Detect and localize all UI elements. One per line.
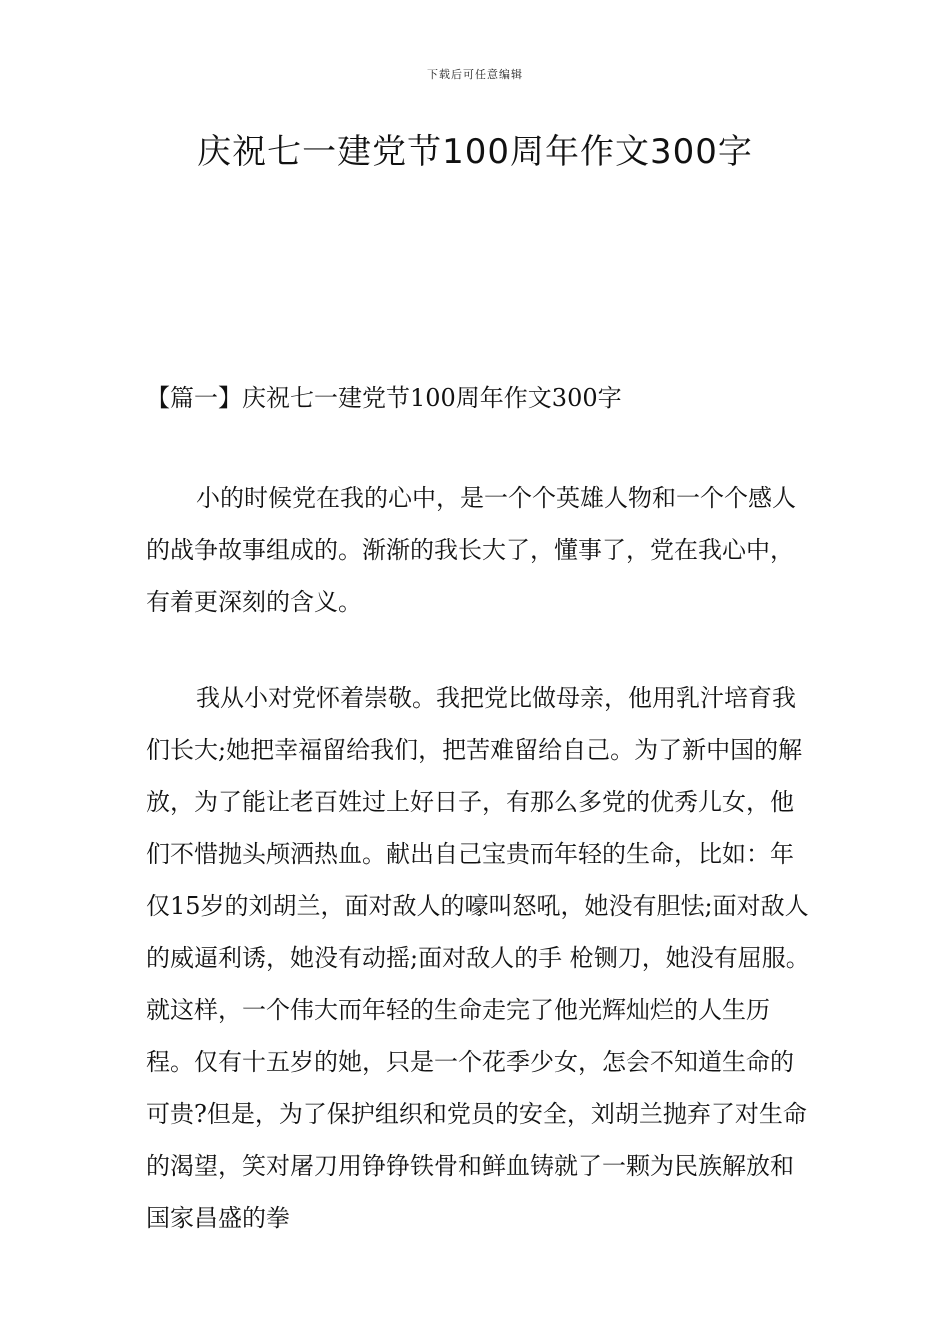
header-note: 下载后可任意编辑: [427, 68, 523, 81]
paragraph: 小的时候党在我的心中，是一个个英雄人物和一个个感人的战争故事组成的。渐渐的我长大了，懂事了，党在我心中，有着更深刻的含义。: [146, 484, 796, 616]
document-title: 庆祝七一建党节100周年作文300字: [197, 132, 753, 172]
section-heading: 【篇一】庆祝七一建党节100周年作文300字: [146, 384, 622, 412]
paragraph: 我从小对党怀着崇敬。我把党比做母亲，他用乳汁培育我们长大;她把幸福留给我们，把苦难留给自己。为了新中国的解放，为了能让老百姓过上好日子，有那么多党的优秀儿女，他们不惜抛头颅洒热血。献出自己宝贵而年轻的生命，比如：年仅15岁的刘胡兰，面对敌人的嚎叫怒吼，她没有胆怯;面对敌人的威逼利诱，她没有动摇;面对敌人的手 枪铡刀，她没有屈服。就这样，一个伟大而年轻的生命走完了他光辉灿烂的人生历程。仅有十五岁的她，只是一个花季少女，怎会不知道生命的可贵?但是，为了保护组织和党员的安全，刘胡兰抛弃了对生命的渴望，笑对屠刀用铮铮铁骨和鲜血铸就了一颗为民族解放和国家昌盛的拳: [146, 684, 810, 1232]
